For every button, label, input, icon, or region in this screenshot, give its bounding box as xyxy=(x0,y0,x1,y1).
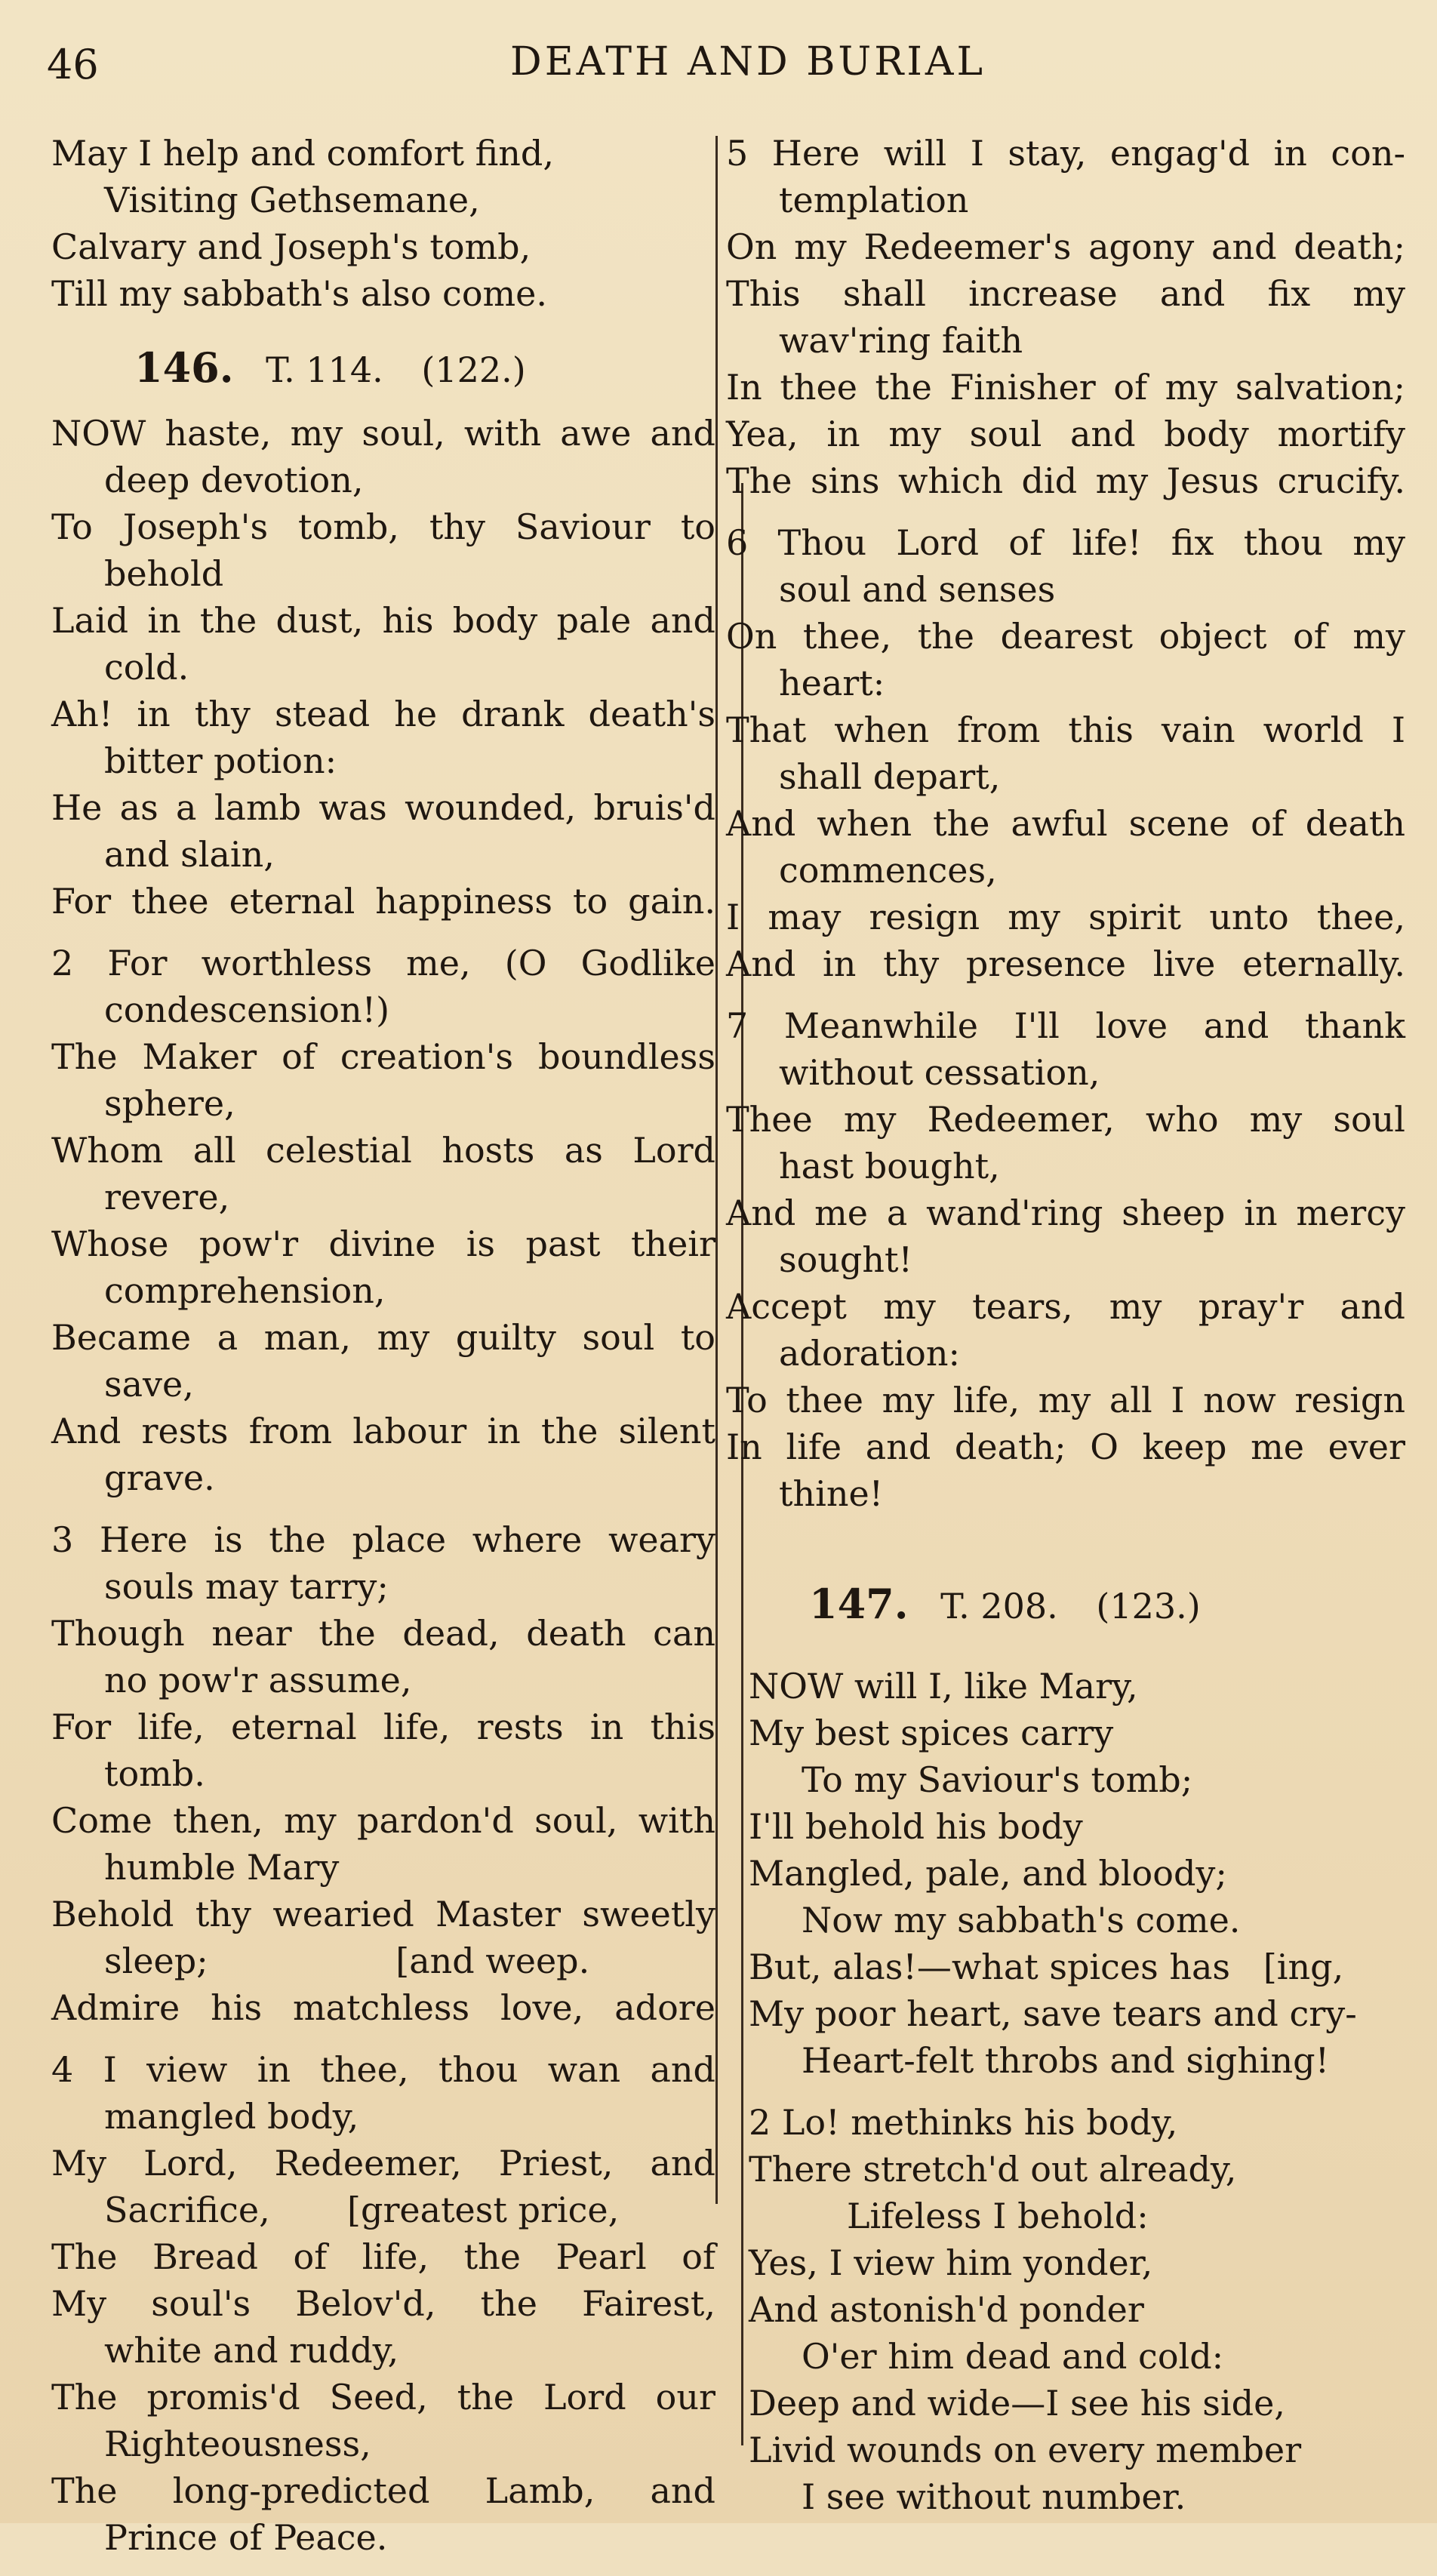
verse-line: grave. xyxy=(104,1457,215,1498)
verse-line: 3 Here is the place where weary xyxy=(51,1519,715,1560)
verse-line: Lifeless I behold: xyxy=(847,2196,1149,2236)
verse-line: Admire his matchless love, adore xyxy=(51,1987,715,2028)
page-header xyxy=(0,30,1437,98)
verse-line: O'er him dead and cold: xyxy=(802,2336,1224,2377)
hymn-146-verse-6 xyxy=(726,519,1405,987)
verse-line: NOW haste, my soul, with awe and xyxy=(51,413,715,454)
page-number: 46 xyxy=(47,41,99,88)
verse-line: 2 Lo! methinks his body, xyxy=(749,2102,1178,2143)
verse-line: Became a man, my guilty soul to xyxy=(51,1317,715,1358)
verse-line: My poor heart, save tears and cry- xyxy=(749,1993,1357,2034)
opening-stanza xyxy=(51,130,715,317)
verse-line: soul and senses xyxy=(779,569,1056,610)
verse-line: Visiting Gethsemane, xyxy=(104,180,480,220)
running-title: DEATH AND BURIAL xyxy=(510,39,986,85)
verse-line: Come then, my pardon'd soul, with xyxy=(51,1800,715,1841)
verse-line: NOW will I, like Mary, xyxy=(749,1666,1138,1707)
verse-line: That when from this vain world I xyxy=(726,709,1405,750)
alternate-number: (123.) xyxy=(1096,1586,1201,1627)
verse-line: And in thy presence live eternally. xyxy=(726,943,1405,984)
hymn-146-verse-4 xyxy=(51,2046,715,2561)
verse-line: In life and death; O keep me ever xyxy=(726,1426,1405,1467)
verse-line: Behold thy wearied Master sweetly xyxy=(51,1894,715,1934)
hymn-number: 147. xyxy=(809,1580,909,1628)
verse-line: May I help and comfort find, xyxy=(51,133,554,174)
hymn-146-verse-1 xyxy=(51,410,715,925)
verse-line: humble Mary xyxy=(104,1847,340,1888)
verse-line: Righteousness, xyxy=(104,2424,371,2464)
verse-line: The promis'd Seed, the Lord our xyxy=(51,2377,715,2418)
verse-line: My best spices carry xyxy=(749,1713,1114,1753)
verse-line: Heart-felt throbs and sighing! xyxy=(802,2040,1330,2081)
verse-line: Prince of Peace. xyxy=(104,2517,388,2558)
verse-line: behold xyxy=(104,553,224,594)
verse-line: Laid in the dust, his body pale and xyxy=(51,600,715,641)
verse-line: For thee eternal happiness to gain. xyxy=(51,881,715,922)
verse-line: I'll behold his body xyxy=(749,1806,1083,1847)
verse-line: Thee my Redeemer, who my soul xyxy=(726,1099,1405,1140)
verse-line: He as a lamb was wounded, bruis'd xyxy=(51,787,715,828)
hymn-number: 146. xyxy=(134,343,234,392)
verse-line: 6 Thou Lord of life! fix thou my xyxy=(726,522,1405,563)
hymn-146-verse-5 xyxy=(726,130,1405,504)
verse-line: In thee the Finisher of my salvation; xyxy=(726,367,1405,408)
verse-line: save, xyxy=(104,1364,194,1405)
verse-line: I see without number. xyxy=(802,2476,1186,2517)
verse-line: My Lord, Redeemer, Priest, and xyxy=(51,2143,715,2184)
hymn-147-verse-2 xyxy=(726,2099,1405,2520)
verse-line: There stretch'd out already, xyxy=(749,2149,1237,2190)
verse-line: And when the awful scene of death xyxy=(726,803,1405,844)
verse-line: hast bought, xyxy=(779,1146,1000,1186)
verse-line: Now my sabbath's come. xyxy=(802,1900,1241,1940)
verse-line: 2 For worthless me, (O Godlike xyxy=(51,943,715,983)
verse-line: revere, xyxy=(104,1177,230,1217)
verse-line: Deep and wide—I see his side, xyxy=(749,2383,1285,2424)
verse-line: I may resign my spirit unto thee, xyxy=(726,897,1405,937)
verse-line: deep devotion, xyxy=(104,460,364,500)
verse-line: For life, eternal life, rests in this xyxy=(51,1707,715,1747)
verse-line: To thee my life, my all I now resign xyxy=(726,1380,1405,1420)
hymn-146-verse-7 xyxy=(726,1002,1405,1517)
verse-line: Ah! in thy stead he drank death's xyxy=(51,694,715,734)
verse-line: And astonish'd ponder xyxy=(749,2289,1144,2330)
left-column xyxy=(51,130,715,2576)
verse-line: sleep; [and weep. xyxy=(104,1940,590,1981)
verse-line: The Maker of creation's boundless xyxy=(51,1036,715,1077)
verse-line: adoration: xyxy=(779,1333,960,1374)
verse-line: The sins which did my Jesus crucify. xyxy=(726,460,1405,501)
verse-line: sought! xyxy=(779,1239,912,1280)
verse-line: condescension!) xyxy=(104,989,390,1030)
verse-line: heart: xyxy=(779,663,885,703)
verse-line: This shall increase and fix my xyxy=(726,273,1405,314)
verse-line: and slain, xyxy=(104,834,275,875)
verse-line: And rests from labour in the silent xyxy=(51,1411,715,1451)
verse-line: Though near the dead, death can xyxy=(51,1613,715,1654)
verse-line: thine! xyxy=(779,1473,884,1514)
tune-reference: T. 114. xyxy=(266,349,383,390)
verse-line: Sacrifice, [greatest price, xyxy=(104,2190,620,2230)
verse-line: Whose pow'r divine is past their xyxy=(51,1223,715,1264)
verse-line: Till my sabbath's also come. xyxy=(51,273,547,314)
hymn-146-verse-2 xyxy=(51,940,715,1501)
verse-line: comprehension, xyxy=(104,1270,386,1311)
verse-line: mangled body, xyxy=(104,2096,359,2137)
verse-line: On thee, the dearest object of my xyxy=(726,616,1405,657)
verse-line: Calvary and Joseph's tomb, xyxy=(51,226,531,267)
hymn-147-heading xyxy=(809,1577,1405,1633)
hymn-146-verse-3 xyxy=(51,1516,715,2031)
right-column xyxy=(726,130,1405,2535)
verse-line: On my Redeemer's agony and death; xyxy=(726,226,1405,267)
verse-line: Yes, I view him yonder, xyxy=(749,2242,1153,2283)
verse-line: shall depart, xyxy=(779,756,1001,797)
verse-line: Accept my tears, my pray'r and xyxy=(726,1286,1405,1327)
verse-line: But, alas!—what spices has [ing, xyxy=(749,1947,1344,1987)
verse-line: To my Saviour's tomb; xyxy=(802,1759,1193,1800)
tune-reference: T. 208. xyxy=(940,1586,1058,1627)
verse-line: souls may tarry; xyxy=(104,1566,389,1607)
verse-line: 5 Here will I stay, engag'd in con- xyxy=(726,133,1405,174)
column-rule-left xyxy=(715,136,718,2204)
verse-line: wav'ring faith xyxy=(779,320,1023,361)
verse-line: Yea, in my soul and body mortify xyxy=(726,414,1405,454)
verse-line: bitter potion: xyxy=(104,740,337,781)
verse-line: Livid wounds on every member xyxy=(749,2430,1302,2470)
alternate-number: (122.) xyxy=(421,349,526,390)
verse-line: Mangled, pale, and bloody; xyxy=(749,1853,1227,1894)
verse-line: 4 I view in thee, thou wan and xyxy=(51,2049,715,2090)
verse-line: 7 Meanwhile I'll love and thank xyxy=(726,1005,1405,1046)
verse-line: The long-predicted Lamb, and xyxy=(51,2470,715,2511)
verse-line: The Bread of life, the Pearl of xyxy=(51,2236,715,2277)
verse-line: cold. xyxy=(104,647,189,688)
verse-line: without cessation, xyxy=(779,1052,1100,1093)
verse-line: My soul's Belov'd, the Fairest, xyxy=(51,2283,715,2324)
verse-line: templation xyxy=(779,180,969,220)
verse-line: And me a wand'ring sheep in mercy xyxy=(726,1193,1405,1233)
verse-line: sphere, xyxy=(104,1083,235,1124)
verse-line: commences, xyxy=(779,850,997,891)
verse-line: To Joseph's tomb, thy Saviour to xyxy=(51,506,715,547)
hymn-147-verse-1 xyxy=(726,1663,1405,2084)
verse-line: no pow'r assume, xyxy=(104,1660,412,1700)
hymn-146-heading xyxy=(134,341,715,396)
verse-line: tomb. xyxy=(104,1753,205,1794)
verse-line: Whom all celestial hosts as Lord xyxy=(51,1130,715,1171)
verse-line: white and ruddy, xyxy=(104,2330,399,2371)
